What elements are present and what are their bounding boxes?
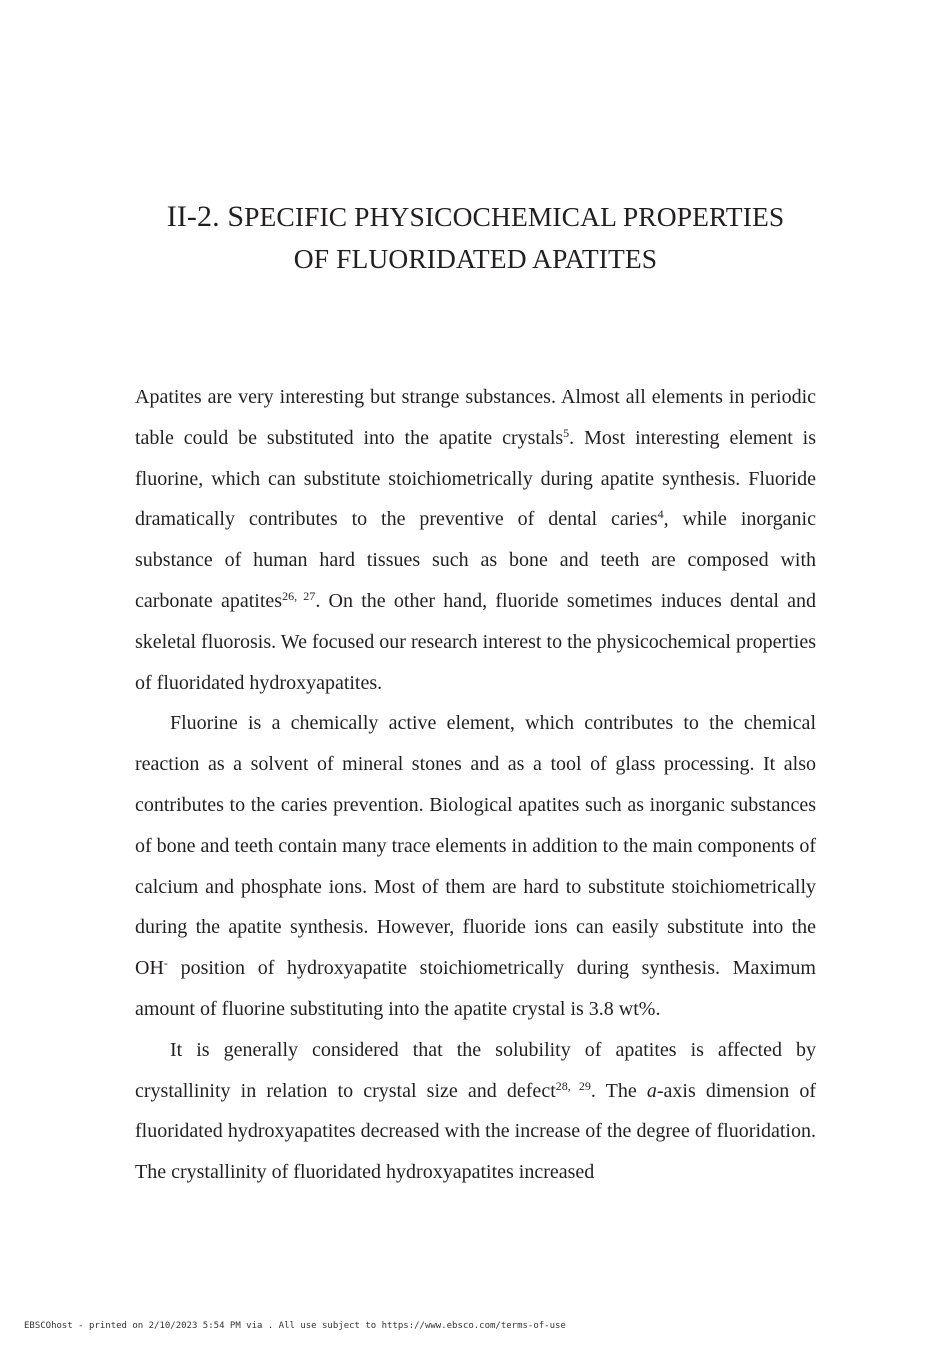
print-footer: EBSCOhost - printed on 2/10/2023 5:54 PM via . All use subject to https://www.ebsco.com/terms-of-use [24, 1321, 566, 1331]
paragraph-3 [135, 1030, 816, 1193]
citation-ref: 5 [563, 425, 570, 440]
p1-text-2: . Most interesting element is fluorine, which can substitute stoichiometrically during apatite synthesis. Fluoride dramatically contributes to the preventive of dental caries [135, 426, 817, 531]
citation-ref: 26, 27 [282, 588, 316, 603]
title-line-2: OF FLUORIDATED APATITES [293, 243, 658, 274]
p1-text-3: , while inorganic substance of human hard tissues such as bone and teeth are composed with carbonate apatites [135, 508, 816, 612]
body-text [135, 377, 816, 1193]
paragraph-1 [135, 377, 816, 703]
chapter-title [100, 196, 851, 280]
section-number: II-2. [166, 200, 228, 233]
title-line-1: PECIFIC PHYSICOCHEMICAL PROPERTIES [244, 201, 785, 232]
ion-charge-superscript: - [163, 956, 168, 971]
citation-ref: 28, 29 [555, 1078, 591, 1093]
p3-text-1: It is generally considered that the solubility of apatites is affected by crystallinity in relation to crystal size and defect [135, 1038, 816, 1102]
p1-text-1: Apatites are very interesting but strange substances. Almost all elements in periodic table could be substituted into the apatite crystals [135, 386, 816, 449]
paragraph-2 [135, 703, 816, 1029]
italic-axis-label: a [646, 1079, 657, 1102]
p2-text-1: Fluorine is a chemically active element, which contributes to the chemical reaction as a solvent of mineral stones and as a tool of glass processing. It also contributes to the caries prevention. Biological apatites such as inorganic substances of bone and teeth contain many trace elements in addition to the main components of calcium and phosphate ions. Most of them are hard to substitute stoichiometrically during the apatite synthesis. However, fluoride ions can easily substitute into the OH [135, 712, 816, 980]
p3-text-2: . The [590, 1079, 647, 1102]
p2-text-2: position of hydroxyapatite stoichiometrically during synthesis. Maximum amount of fluorine substituting into the apatite crystal is 3.8 wt%. [135, 957, 816, 1020]
p3-text-3: -axis dimension of fluoridated hydroxyapatites decreased with the increase of the degree of fluoridation. The crystallinity of fluoridated hydroxyapatites increased [135, 1079, 817, 1184]
title-initial-letter: S [227, 200, 245, 233]
p1-text-4: . On the other hand, fluoride sometimes induces dental and skeletal fluorosis. We focused our research interest to the physicochemical properties of fluoridated hydroxyapatites. [135, 589, 817, 694]
citation-ref: 4 [657, 507, 664, 522]
